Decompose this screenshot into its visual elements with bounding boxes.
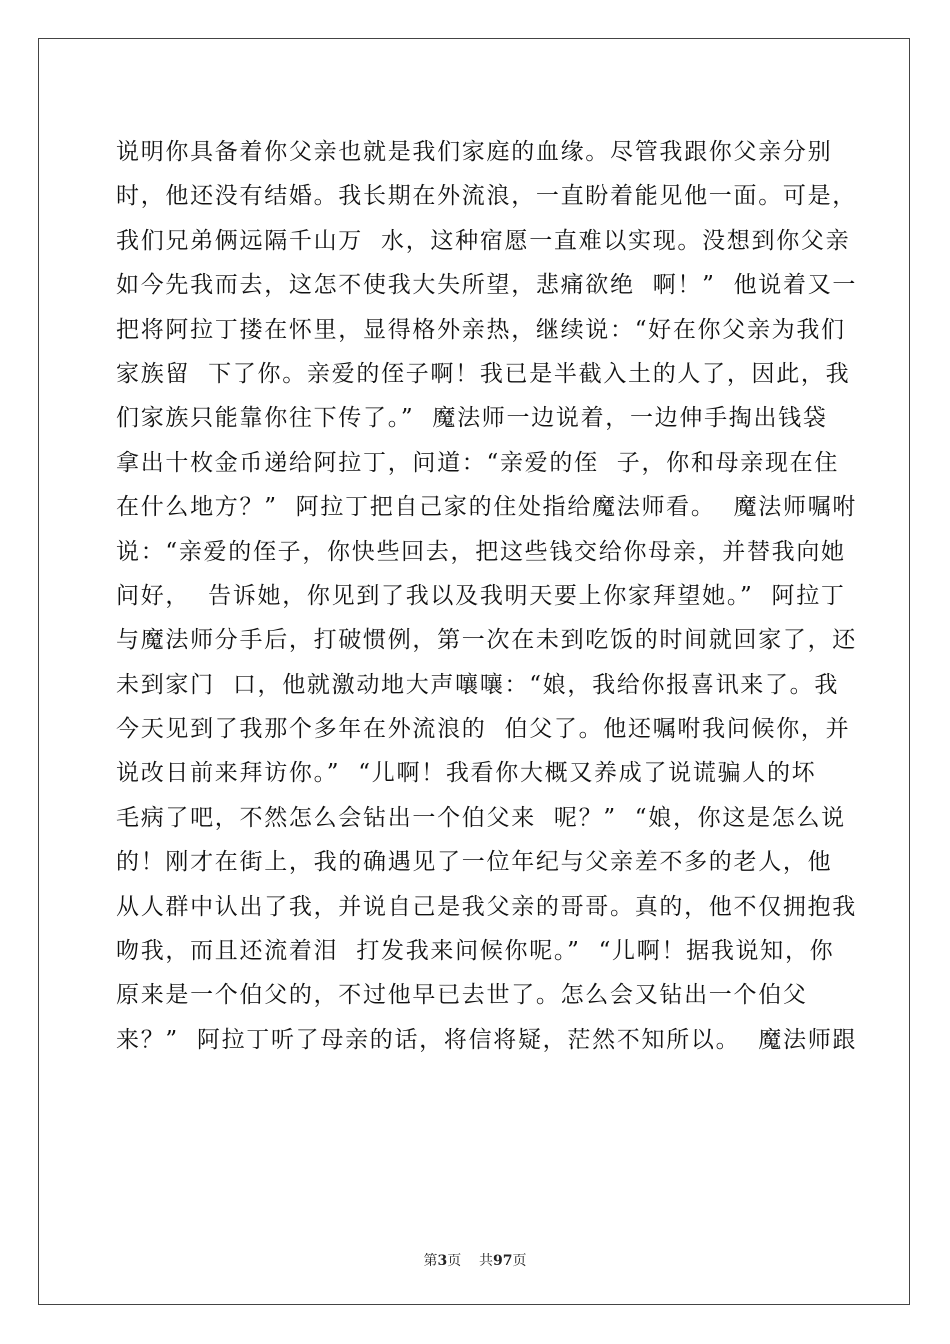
- text-line: 在什么地方？” 阿拉丁把自己家的住处指给魔法师看。 魔法师嘱咐: [116, 494, 858, 521]
- total-pages: 97: [493, 1253, 513, 1269]
- body-text: [116, 130, 858, 1062]
- page-footer: [0, 1250, 950, 1270]
- page-number: 3: [437, 1253, 448, 1269]
- text-line: 如今先我而去，这怎不使我大失所望，悲痛欲绝 啊！” 他说着又一: [116, 272, 858, 299]
- text-line: 与魔法师分手后，打破惯例，第一次在未到吃饭的时间就回家了，还: [116, 627, 857, 654]
- text-line: 时，他还没有结婚。我长期在外流浪，一直盼着能见他一面。可是，: [116, 183, 857, 210]
- text-line: 拿出十枚金币递给阿拉丁，问道：“亲爱的侄 子，你和母亲现在住: [116, 449, 840, 476]
- total-label-suffix: 页: [512, 1253, 527, 1269]
- text-line: 未到家门 口，他就激动地大声嚷嚷：“娘，我给你报喜讯来了。我: [116, 671, 840, 698]
- page-label-suffix: 页: [447, 1253, 462, 1269]
- total-label-prefix: 共: [479, 1253, 494, 1269]
- text-line: 吻我，而且还流着泪 打发我来问候你呢。” “儿啊！据我说知，你: [116, 938, 835, 965]
- text-line: 原来是一个伯父的，不过他早已去世了。怎么会又钻出一个伯父: [116, 982, 808, 1009]
- text-line: 我们兄弟俩远隔千山万 水，这种宿愿一直难以实现。没想到你父亲: [116, 227, 851, 254]
- text-line: 的！刚才在街上，我的确遇见了一位年纪与父亲差不多的老人，他: [116, 849, 833, 876]
- text-line: 说改日前来拜访你。” “儿啊！我看你大概又养成了说谎骗人的坏: [116, 760, 817, 787]
- page-label-prefix: 第: [423, 1253, 438, 1269]
- text-line: 们家族只能靠你往下传了。” 魔法师一边说着，一边伸手掏出钱袋: [116, 405, 828, 432]
- text-line: 家族留 下了你。亲爱的侄子啊！我已是半截入土的人了，因此，我: [116, 360, 851, 387]
- text-line: 毛病了吧，不然怎么会钻出一个伯父来 呢？” “娘，你这是怎么说: [116, 804, 846, 831]
- text-line: 问好， 告诉她，你见到了我以及我明天要上你家拜望她。” 阿拉丁: [116, 582, 846, 609]
- text-line: 从人群中认出了我，并说自己是我父亲的哥哥。真的，他不仅拥抱我: [116, 893, 857, 920]
- text-line: 今天见到了我那个多年在外流浪的 伯父了。他还嘱咐我问候你，并: [116, 716, 851, 743]
- text-line: 把将阿拉丁搂在怀里，显得格外亲热，继续说：“好在你父亲为我们: [116, 316, 846, 343]
- text-line: 说：“亲爱的侄子，你快些回去，把这些钱交给你母亲，并替我向她: [116, 538, 846, 565]
- text-line: 说明你具备着你父亲也就是我们家庭的血缘。尽管我跟你父亲分别: [116, 139, 833, 165]
- text-line: 来？” 阿拉丁听了母亲的话，将信将疑，茫然不知所以。 魔法师跟: [116, 1026, 858, 1053]
